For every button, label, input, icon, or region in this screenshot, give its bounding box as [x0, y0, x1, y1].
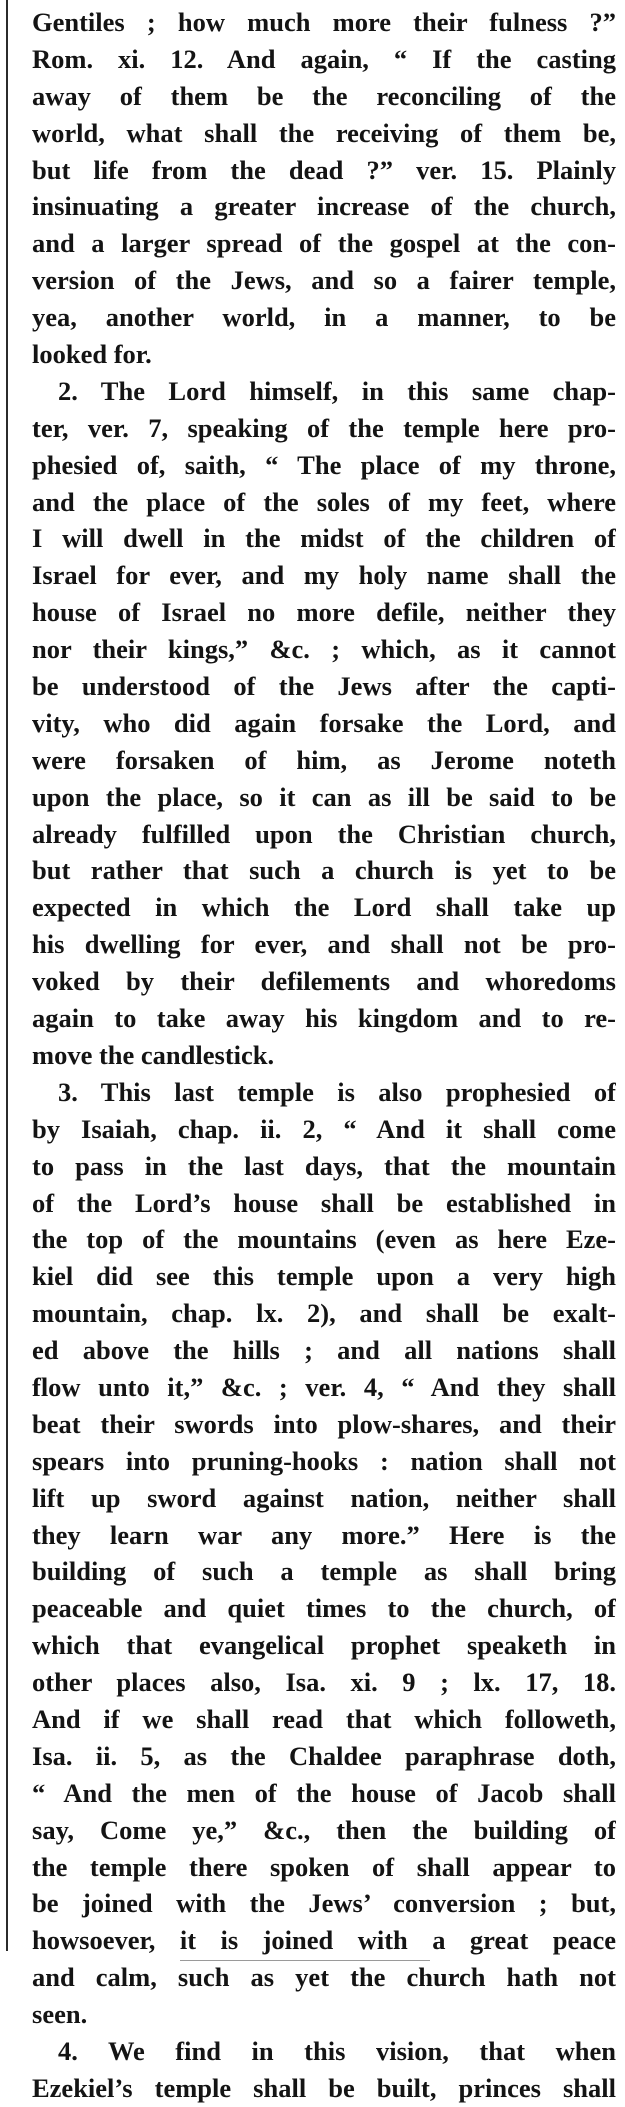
text-line: ter, ver. 7, speaking of the temple here pro-: [32, 412, 616, 443]
text-line: version of the Jews, and so a fairer temple,: [32, 265, 616, 296]
text-line: flow unto it,” &c. ; ver. 4, “ And they shall: [32, 1371, 616, 1402]
text-line: and calm, such as yet the church hath not: [32, 1962, 616, 1993]
text-line: spears into pruning-hooks : nation shall not: [32, 1445, 616, 1476]
text-line: phesied of, saith, “ The place of my throne,: [32, 449, 616, 480]
text-line: ed above the hills ; and all nations shall: [32, 1335, 616, 1366]
text-line: again to take away his kingdom and to re-: [32, 1003, 616, 1034]
text-line: Rom. xi. 12. And again, “ If the casting: [32, 43, 616, 74]
paragraph-first-line: 4. We find in this vision, that when: [58, 2035, 616, 2066]
text-line: howsoever, it is joined with a great peace: [32, 1925, 616, 1956]
text-line: but life from the dead ?” ver. 15. Plainly: [32, 154, 616, 185]
paragraph-first-line: 2. The Lord himself, in this same chap-: [58, 375, 616, 406]
text-line: his dwelling for ever, and shall not be pro-: [32, 929, 616, 960]
text-line: were forsaken of him, as Jerome noteth: [32, 744, 616, 775]
text-line: which that evangelical prophet speaketh in: [32, 1630, 616, 1661]
text-line: Gentiles ; how much more their fulness ?”: [32, 7, 616, 37]
text-line: peaceable and quiet times to the church, of: [32, 1593, 616, 1624]
text-line: away of them be the reconciling of the: [32, 80, 616, 111]
text-line: of the Lord’s house shall be established in: [32, 1187, 616, 1218]
text-line: but rather that such a church is yet to be: [32, 855, 616, 886]
text-line: move the candlestick.: [32, 1039, 275, 1070]
text-line: by Isaiah, chap. ii. 2, “ And it shall come: [32, 1113, 616, 1144]
text-line: I will dwell in the midst of the children of: [32, 523, 616, 554]
text-line: be understood of the Jews after the capti-: [32, 671, 616, 702]
text-line: lift up sword against nation, neither shall: [32, 1482, 616, 1513]
text-line: the temple there spoken of shall appear to: [32, 1851, 616, 1882]
text-line: Ezekiel’s temple shall be built, princes shall: [32, 2072, 616, 2103]
text-line: mountain, chap. lx. 2), and shall be exalt-: [32, 1298, 616, 1329]
text-line: house of Israel no more defile, neither they: [32, 597, 616, 628]
text-line: Isa. ii. 5, as the Chaldee paraphrase doth,: [32, 1740, 616, 1771]
text-line: world, what shall the receiving of them be,: [32, 117, 616, 148]
text-line: voked by their defilements and whoredoms: [32, 966, 616, 997]
text-line: upon the place, so it can as ill be said to be: [32, 781, 616, 812]
text-line: vity, who did again forsake the Lord, and: [32, 707, 616, 738]
text-line: say, Come ye,” &c., then the building of: [32, 1814, 616, 1845]
text-line: looked for.: [32, 339, 152, 370]
text-line: other places also, Isa. xi. 9 ; lx. 17, 18.: [32, 1667, 616, 1698]
bottom-rule: [180, 1960, 430, 1961]
text-line: Israel for ever, and my holy name shall the: [32, 560, 616, 591]
left-column-rule: [6, 0, 8, 1951]
text-line: the top of the mountains (even as here Eze-: [32, 1224, 616, 1255]
text-line: expected in which the Lord shall take up: [32, 892, 616, 923]
text-line: be joined with the Jews’ conversion ; but,: [32, 1888, 616, 1919]
text-line: insinuating a greater increase of the church,: [32, 191, 616, 222]
paragraph-first-line: 3. This last temple is also prophesied of: [58, 1076, 616, 1107]
text-line: kiel did see this temple upon a very high: [32, 1261, 616, 1292]
text-line: to pass in the last days, that the mountain: [32, 1150, 616, 1181]
text-line: and the place of the soles of my feet, where: [32, 486, 616, 517]
text-line: beat their swords into plow-shares, and their: [32, 1408, 616, 1439]
text-line: seen.: [32, 1999, 88, 2030]
text-line: and a larger spread of the gospel at the con-: [32, 228, 616, 259]
text-line: And if we shall read that which followeth,: [32, 1703, 616, 1734]
text-line: “ And the men of the house of Jacob shall: [32, 1777, 616, 1808]
page-text-column: [32, 4, 616, 2107]
text-line: building of such a temple as shall bring: [32, 1556, 616, 1587]
text-line: yea, another world, in a manner, to be: [32, 302, 616, 333]
text-line: nor their kings,” &c. ; which, as it cannot: [32, 634, 616, 665]
text-line: they learn war any more.” Here is the: [32, 1519, 616, 1550]
text-line: already fulfilled upon the Christian church,: [32, 818, 616, 849]
